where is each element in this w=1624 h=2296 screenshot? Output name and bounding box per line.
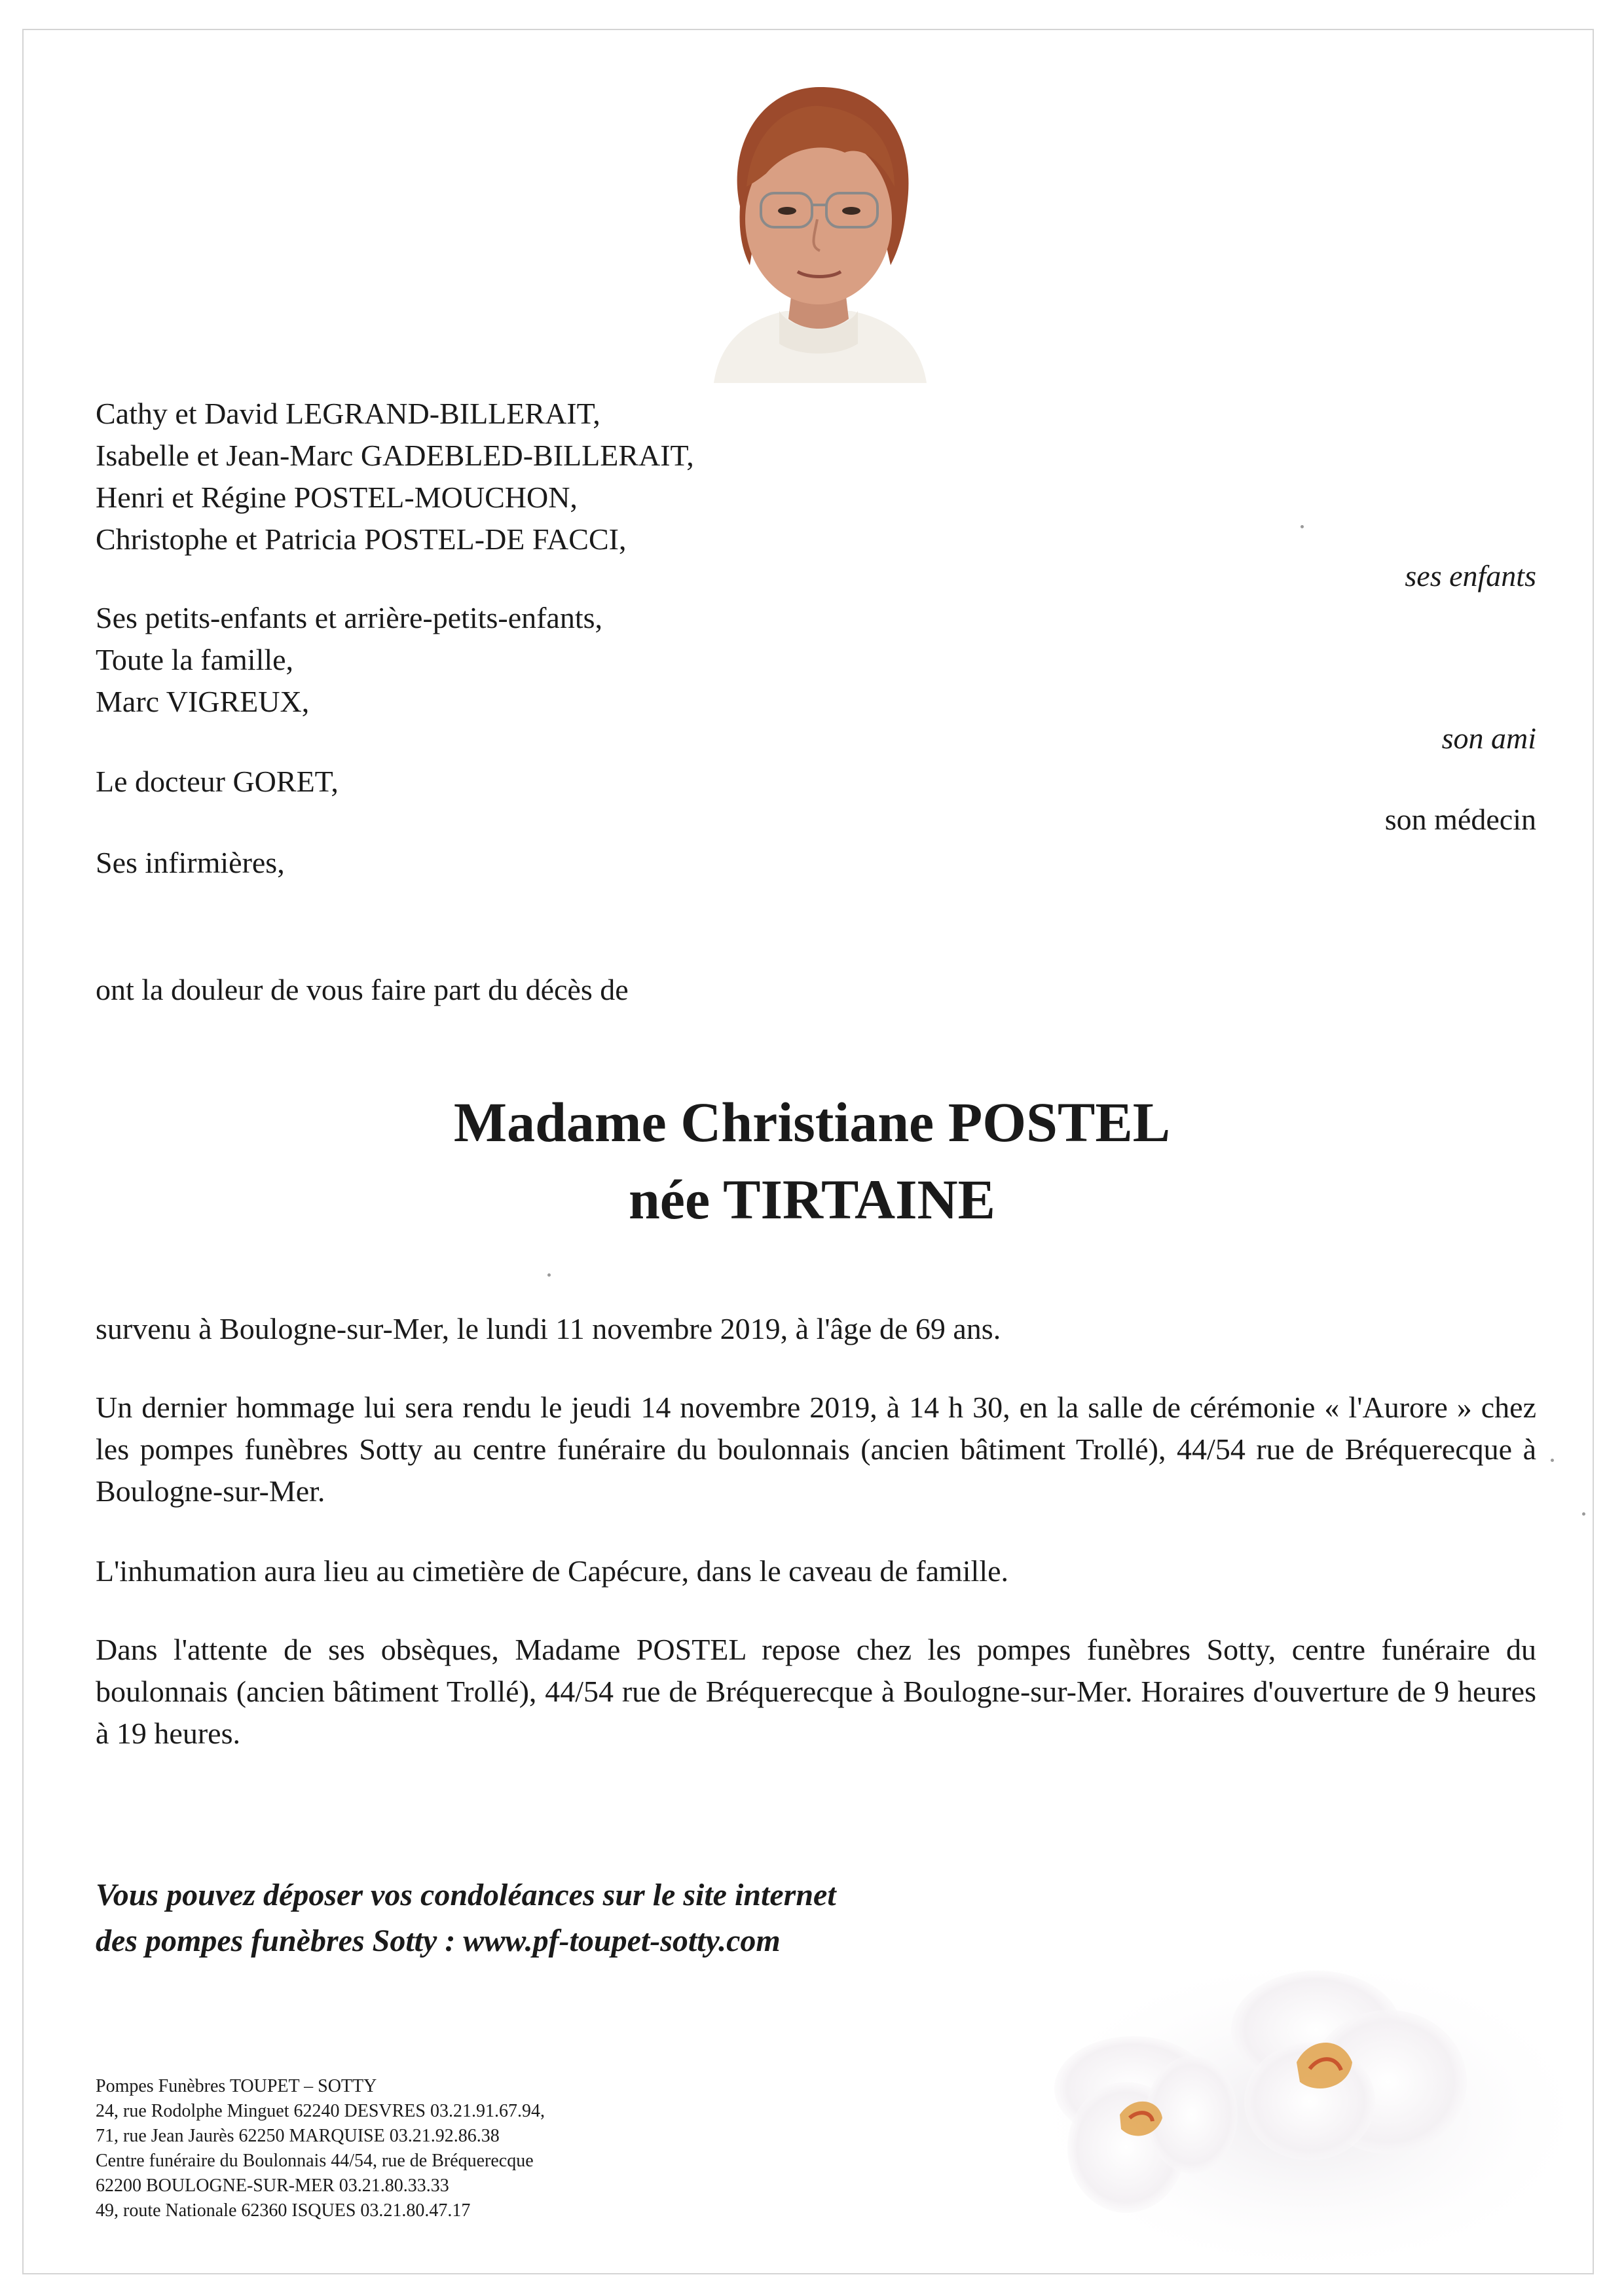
- ceremony-details: Un dernier hommage lui sera rendu le jeudi 14 novembre 2019, à 14 h 30, en la salle de cérémonie « l'Aurore » chez les pompes funèbres Sotty au centre funéraire du boulonnais (ancien bâtiment Trollé), 44/54 rue de Bréquerecque à Boulogne-sur-Mer.: [96, 1391, 1536, 1508]
- burial-details: L'inhumation aura lieu au cimetière de Capécure, dans le caveau de famille.: [96, 1554, 1009, 1588]
- child-line: Cathy et David LEGRAND-BILLERAIT,: [96, 397, 600, 430]
- grandchildren-line: Ses petits-enfants et arrière-petits-enfants,: [96, 601, 603, 634]
- deceased-name: Madame Christiane POSTEL: [453, 1091, 1171, 1154]
- child-line: Christophe et Patricia POSTEL-DE FACCI,: [96, 522, 627, 556]
- condolences-line: des pompes funèbres Sotty : www.pf-toupet-sotty.com: [96, 1923, 781, 1958]
- eye-shape: [842, 207, 860, 215]
- footer-line: Centre funéraire du Boulonnais 44/54, rue de Bréquerecque: [96, 2151, 534, 2171]
- family-line: Toute la famille,: [96, 643, 294, 676]
- child-line: Isabelle et Jean-Marc GADEBLED-BILLERAIT,: [96, 439, 694, 472]
- resting-details: Dans l'attente de ses obsèques, Madame POSTEL repose chez les pompes funèbres Sotty, centre funéraire du boulonnais (ancien bâtiment Trollé), 44/54 rue de Bréquerecque à Boulogne-sur-Mer. Horaires d'ouverture de 9 heures à 19 heures.: [96, 1633, 1536, 1750]
- friend-role: son ami: [1441, 721, 1536, 755]
- nurses-line: Ses infirmières,: [96, 846, 285, 879]
- announcement: ont la douleur de vous faire part du décès de: [96, 973, 629, 1006]
- eye-shape: [778, 207, 796, 215]
- condolences-line: Vous pouvez déposer vos condoléances sur le site internet: [96, 1878, 836, 1912]
- doctor-line: Le docteur GORET,: [96, 765, 339, 798]
- scan-speck: [1551, 1459, 1554, 1462]
- deceased-maiden-name: née TIRTAINE: [628, 1168, 996, 1231]
- doctor-role: son médecin: [1384, 803, 1536, 836]
- footer-line: 71, rue Jean Jaurès 62250 MARQUISE 03.21.92.86.38: [96, 2126, 500, 2146]
- scan-speck: [1582, 1512, 1585, 1516]
- condolences-block: [96, 1872, 836, 1964]
- children-role: ses enfants: [1405, 559, 1536, 592]
- friend-line: Marc VIGREUX,: [96, 685, 310, 718]
- footer-line: 62200 BOULOGNE-SUR-MER 03.21.80.33.33: [96, 2176, 449, 2196]
- scan-speck: [1301, 525, 1304, 528]
- footer-line: 24, rue Rodolphe Minguet 62240 DESVRES 03.21.91.67.94,: [96, 2101, 545, 2121]
- death-details: survenu à Boulogne-sur-Mer, le lundi 11 novembre 2019, à l'âge de 69 ans.: [96, 1312, 1001, 1345]
- footer-line: 49, route Nationale 62360 ISQUES 03.21.80.47.17: [96, 2200, 471, 2221]
- footer-address-block: [96, 2074, 545, 2223]
- deceased-name-block: [0, 1084, 1624, 1238]
- orchid-flowers: [1035, 1958, 1572, 2265]
- scan-speck: [547, 1273, 551, 1277]
- footer-line: Pompes Funèbres TOUPET – SOTTY: [96, 2076, 377, 2096]
- portrait-photo: [701, 75, 936, 383]
- child-line: Henri et Régine POSTEL-MOUCHON,: [96, 481, 578, 514]
